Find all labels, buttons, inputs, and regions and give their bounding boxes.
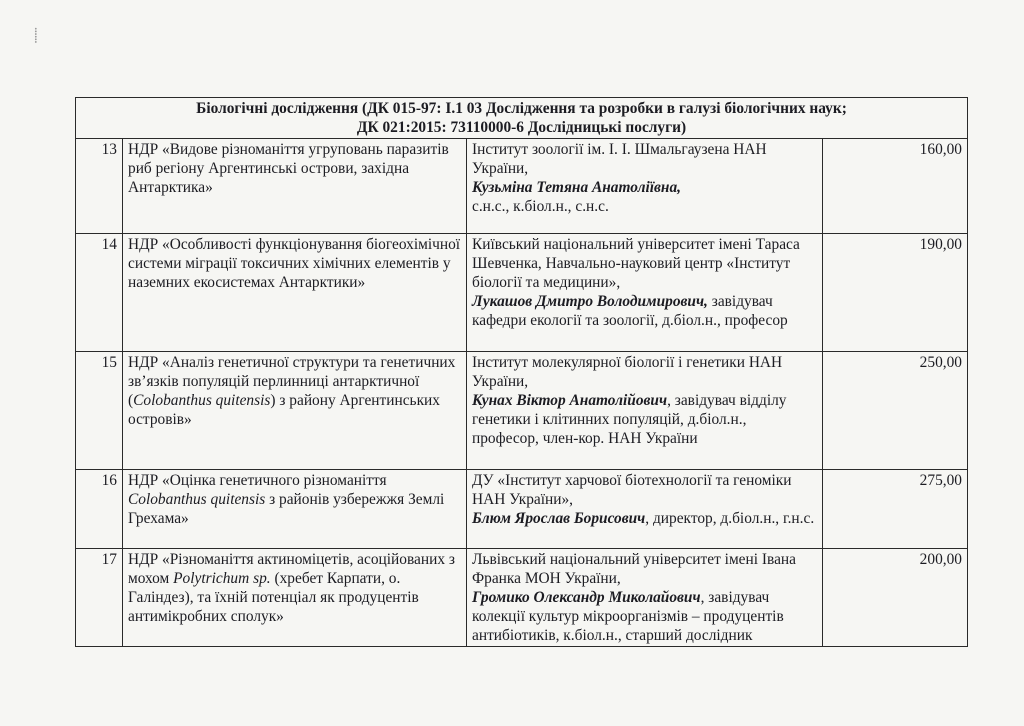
row-number: 13 [76, 139, 123, 234]
row-number: 16 [76, 470, 123, 549]
amount-value: 275,00 [823, 470, 968, 549]
lead-person-name: Лукашов Дмитро Володимирович, [472, 293, 708, 310]
lead-person-role: с.н.с., к.біол.н., с.н.с. [472, 198, 609, 215]
organization-cell [467, 549, 823, 647]
organization-cell [467, 470, 823, 549]
lead-person-name: Громико Олександр Миколайович [472, 589, 701, 606]
table-row [76, 549, 968, 647]
lead-person-role: , директор, д.біол.н., г.н.с. [645, 510, 815, 527]
organization-name: Львівський національний університет імені Івана Франка МОН України, [472, 551, 796, 587]
project-text: НДР «Видове різноманіття угруповань паразитів риб регіону Аргентинські острови, західна Антарктика» [128, 141, 449, 196]
section-header-line-1: Біологічні дослідження (ДК 015-97: І.1 03 Дослідження та розробки в галузі біологічних наук; [196, 100, 847, 117]
amount-value: 160,00 [823, 139, 968, 234]
project-text: НДР «Оцінка генетичного різноманіття [128, 472, 387, 489]
project-text-end: ) з району Аргентинських островів» [128, 392, 440, 428]
project-text: НДР «Різноманіття актиноміцетів, асоційованих з мохом [128, 551, 455, 587]
row-number: 15 [76, 352, 123, 470]
project-title [123, 352, 467, 470]
project-text-continued: зв’язків популяцій перлинниці антарктичної ( [128, 373, 420, 409]
scan-mark: ⸽ [34, 29, 38, 44]
organization-cell [467, 139, 823, 234]
table-row [76, 352, 968, 470]
project-title [123, 470, 467, 549]
project-title [123, 234, 467, 352]
section-header-line-2: ДК 021:2015: 73110000-6 Дослідницькі послуги) [356, 119, 687, 136]
table-row [76, 139, 968, 234]
lead-person-name: Кузьміна Тетяна Анатоліївна, [472, 179, 681, 196]
amount-value: 250,00 [823, 352, 968, 470]
row-number: 14 [76, 234, 123, 352]
organization-cell [467, 234, 823, 352]
table-row [76, 470, 968, 549]
project-text: НДР «Особливості функціонування біогеохімічної системи міграції токсичних хімічних елементів у наземних екосистемах Антарктики» [128, 236, 461, 291]
lead-person-name: Кунах Віктор Анатолійович [472, 392, 668, 409]
project-text-end: (хребет Карпати, о. Галіндез), та їхній потенціал як продуцентів антимікробних сполук» [128, 570, 419, 625]
latin-species-name: Colobanthus quitensis [128, 491, 266, 508]
organization-name: ДУ «Інститут харчової біотехнології та геноміки НАН України», [472, 472, 792, 508]
organization-cell [467, 352, 823, 470]
project-text-end: з районів узбережжя Землі Грехама» [128, 491, 445, 527]
project-text: НДР «Аналіз генетичної структури та генетичних [128, 354, 456, 371]
amount-value: 190,00 [823, 234, 968, 352]
table-row [76, 234, 968, 352]
lead-person-name: Блюм Ярослав Борисович [472, 510, 646, 527]
organization-name: Інститут зоології ім. І. І. Шмальгаузена НАН України, [472, 141, 767, 177]
section-header [76, 98, 968, 139]
organization-name: Інститут молекулярної біології і генетики НАН України, [472, 354, 783, 390]
row-number: 17 [76, 549, 123, 647]
lead-person-role: завідувач кафедри екології та зоології, д.біол.н., професор [472, 293, 788, 329]
latin-species-name: Polytrichum sp. [173, 570, 271, 587]
table-header-row [76, 98, 968, 139]
organization-name: Київський національний університет імені Тараса Шевченка, Навчально-науковий центр «Інститут біології та медицини», [472, 236, 800, 291]
lead-person-role: , завідувач колекції культур мікроорганізмів – продуцентів антибіотиків, к.біол.н., старший дослідник [472, 589, 784, 644]
project-title [123, 139, 467, 234]
research-table [75, 97, 968, 647]
latin-species-name: Colobanthus quitensis [133, 392, 271, 409]
amount-value: 200,00 [823, 549, 968, 647]
project-title [123, 549, 467, 647]
lead-person-role: , завідувач відділу генетики і клітинних популяцій, д.біол.н., професор, член-кор. НАН України [472, 392, 787, 447]
